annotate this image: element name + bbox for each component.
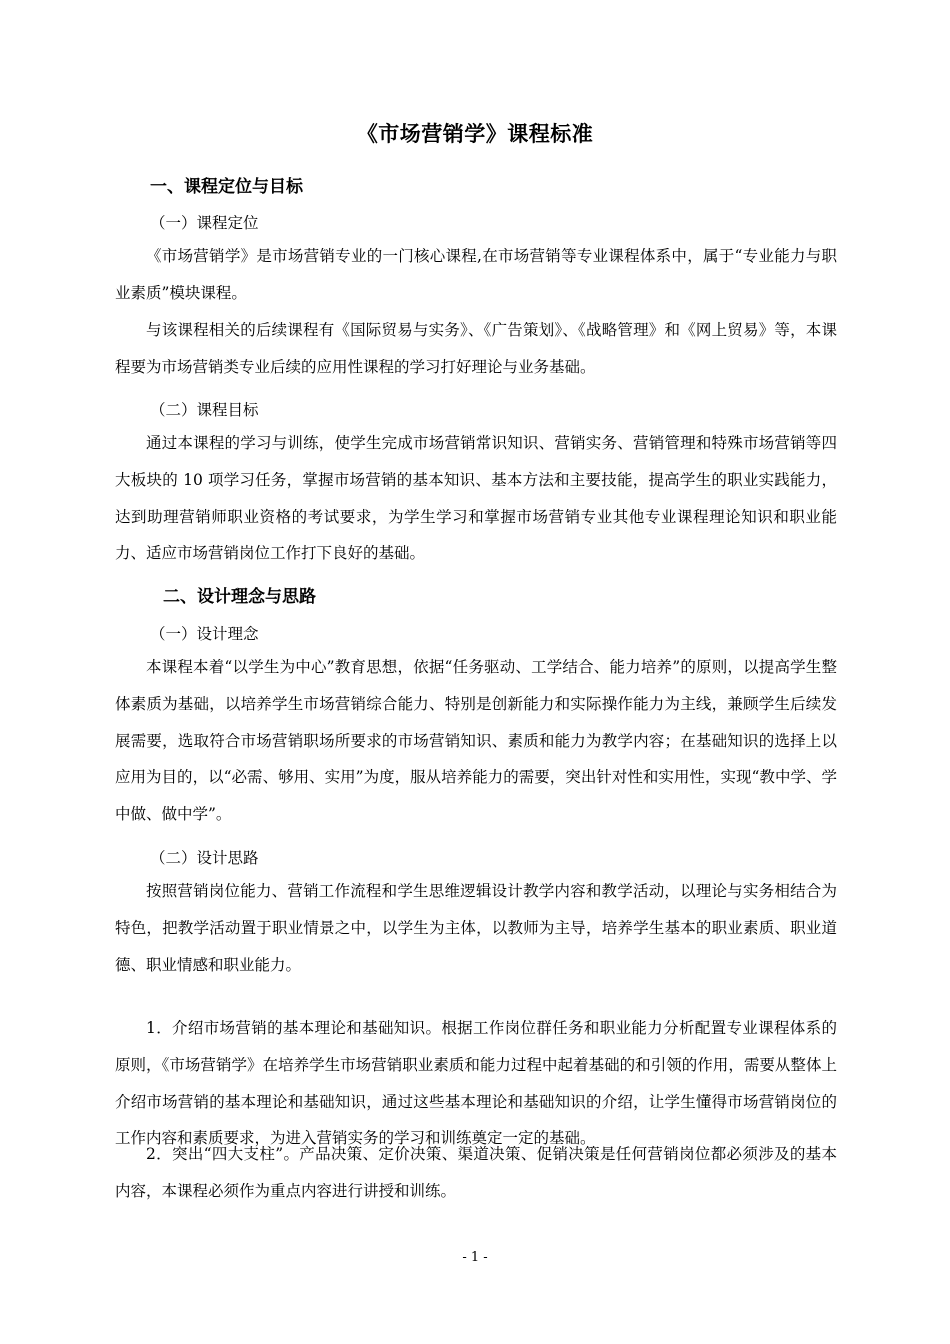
section-2-1-paragraph-1: 本课程本着“以学生为中心”教育思想，依据“任务驱动、工学结合、能力培养”的原则，以提高学生整体素质为基础，以培养学生市场营销综合能力、特别是创新能力和实际操作能力为主线，兼顾学生后续发展需要，选取符合市场营销职场所要求的市场营销知识、素质和能力为教学内容；在基础知识的选择上以应用为目的，以“必需、够用、实用”为度，服从培养能力的需要，突出针对性和实用性，实现“教中学、学中做、做中学”。	[115, 658, 837, 824]
section-2-2-paragraph-3: 2．突出“四大支柱”。产品决策、定价决策、渠道决策、促销决策是任何营销岗位都必须涉及的基本内容，本课程必须作为重点内容进行讲授和训练。	[115, 1145, 837, 1200]
document-title: 《市场营销学》课程标准	[356, 122, 594, 146]
page-number: - 1 -	[462, 1250, 488, 1265]
section-2-2-heading: （二）设计思路	[150, 849, 259, 867]
section-2-1-heading: （一）设计理念	[150, 625, 259, 643]
section-1-2-heading: （二）课程目标	[150, 401, 259, 419]
section-1-1-paragraph-2: 与该课程相关的后续课程有《国际贸易与实务》、《广告策划》、《战略管理》和《网上贸易》等，本课程要为市场营销类专业后续的应用性课程的学习打好理论与业务基础。	[115, 321, 837, 376]
section-2-heading: 二、设计理念与思路	[163, 587, 316, 607]
section-1-2-paragraph-1: 通过本课程的学习与训练，使学生完成市场营销常识知识、营销实务、营销管理和特殊市场营销等四大板块的 10 项学习任务，掌握市场营销的基本知识、基本方法和主要技能，提高学生的职业实践能力，达到助理营销师职业资格的考试要求，为学生学习和掌握市场营销专业其他专业课程理论知识和职业能力、适应市场营销岗位工作打下良好的基础。	[115, 434, 837, 563]
section-1-heading: 一、课程定位与目标	[150, 177, 303, 197]
section-2-2-paragraph-1: 按照营销岗位能力、营销工作流程和学生思维逻辑设计教学内容和教学活动，以理论与实务相结合为特色，把教学活动置于职业情景之中，以学生为主体，以教师为主导，培养学生基本的职业素质、职业道德、职业情感和职业能力。	[115, 882, 837, 974]
section-1-1-paragraph-1: 《市场营销学》是市场营销专业的一门核心课程,在市场营销等专业课程体系中，属于“专业能力与职业素质”模块课程。	[115, 247, 837, 302]
section-2-2-paragraph-2: 1．介绍市场营销的基本理论和基础知识。根据工作岗位群任务和职业能力分析配置专业课程体系的原则，《市场营销学》在培养学生市场营销职业素质和能力过程中起着基础的和引领的作用，需要从整体上介绍市场营销的基本理论和基础知识，通过这些基本理论和基础知识的介绍，让学生懂得市场营销岗位的工作内容和素质要求，为进入营销实务的学习和训练奠定一定的基础。	[115, 1019, 837, 1148]
section-1-1-heading: （一）课程定位	[150, 214, 259, 232]
